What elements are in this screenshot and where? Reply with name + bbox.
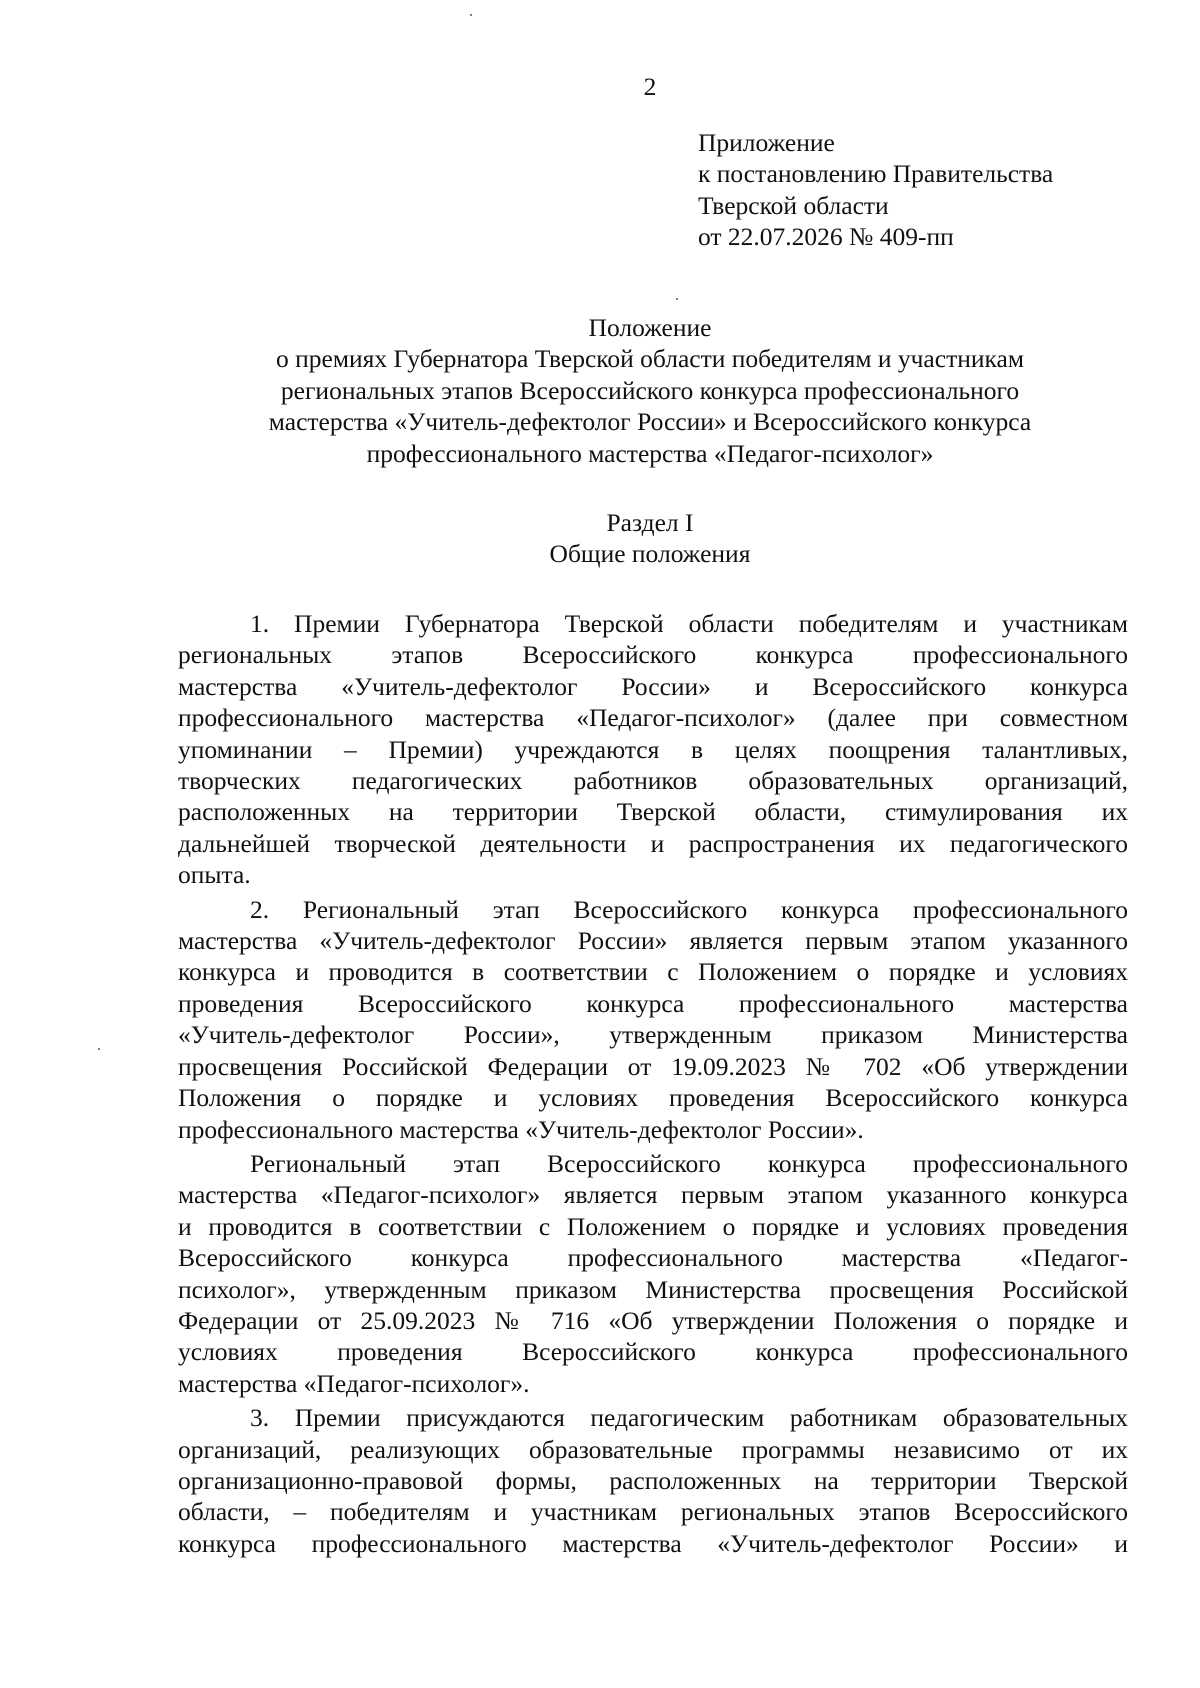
paragraph-line: региональных этапов Всероссийского конкурса профессионального bbox=[178, 640, 1128, 670]
body-text bbox=[178, 608, 1128, 1559]
appendix-line: Приложение bbox=[698, 128, 835, 157]
scan-speck bbox=[470, 14, 472, 16]
page-number: 2 bbox=[643, 72, 657, 101]
paragraph-line: Региональный этап Всероссийского конкурса профессионального bbox=[250, 1148, 1128, 1178]
title-line: профессионального мастерства «Педагог-психолог» bbox=[366, 438, 934, 468]
appendix-line: к постановлению Правительства bbox=[698, 159, 1054, 189]
paragraph-line: конкурса и проводится в соответствии с Положением о порядке и условиях bbox=[178, 957, 1128, 987]
paragraph-line: упоминании – Премии) учреждаются в целях поощрения талантливых, bbox=[178, 734, 1128, 764]
paragraph-line: Федерации от 25.09.2023 № 716 «Об утверждении Положения о порядке и bbox=[178, 1305, 1128, 1335]
paragraph-line: мастерства «Учитель-дефектолог России» и Всероссийского конкурса bbox=[178, 671, 1128, 701]
paragraph bbox=[178, 1148, 1128, 1399]
paragraph-line: просвещения Российской Федерации от 19.09.2023 № 702 «Об утверждении bbox=[178, 1051, 1128, 1081]
title-line: региональных этапов Всероссийского конкурса профессионального bbox=[280, 375, 1020, 405]
paragraph-line: проведения Всероссийского конкурса профессионального мастерства bbox=[178, 988, 1128, 1018]
paragraph-line: Положения о порядке и условиях проведения Всероссийского конкурса bbox=[178, 1083, 1128, 1113]
paragraph-line: организационно-правовой формы, расположенных на территории Тверской bbox=[178, 1465, 1128, 1495]
title-line: Положение bbox=[588, 313, 712, 342]
paragraph-line: мастерства «Учитель-дефектолог России» является первым этапом указанного bbox=[178, 926, 1128, 956]
paragraph-line: Всероссийского конкурса профессионального мастерства «Педагог- bbox=[178, 1243, 1128, 1273]
paragraph-line: области, – победителям и участникам региональных этапов Всероссийского bbox=[178, 1497, 1128, 1527]
paragraph-line: мастерства «Педагог-психолог». bbox=[178, 1368, 530, 1398]
title-line: мастерства «Учитель-дефектолог России» и Всероссийского конкурса bbox=[268, 407, 1032, 437]
section-name: Общие положения bbox=[549, 539, 751, 569]
paragraph-line: дальнейшей творческой деятельности и распространения их педагогического bbox=[178, 828, 1128, 858]
scan-speck bbox=[98, 1048, 100, 1050]
paragraph bbox=[178, 608, 1128, 891]
appendix-line: от 22.07.2026 № 409-пп bbox=[698, 222, 954, 252]
paragraph-line: конкурса профессионального мастерства «Учитель-дефектолог России» и bbox=[178, 1528, 1128, 1558]
paragraph bbox=[178, 1402, 1128, 1559]
appendix-block bbox=[698, 127, 1178, 253]
appendix-line: Тверской области bbox=[698, 190, 889, 220]
section-number: Раздел I bbox=[606, 508, 694, 537]
paragraph-line: опыта. bbox=[178, 860, 251, 890]
paragraph-line: 3. Премии присуждаются педагогическим работникам образовательных bbox=[250, 1403, 1128, 1433]
paragraph-line: 2. Региональный этап Всероссийского конкурса профессионального bbox=[250, 894, 1128, 924]
paragraph-line: расположенных на территории Тверской области, стимулирования их bbox=[178, 797, 1128, 827]
paragraph-line: и проводится в соответствии с Положением о порядке и условиях проведения bbox=[178, 1211, 1128, 1241]
paragraph-line: 1. Премии Губернатора Тверской области победителям и участникам bbox=[250, 609, 1128, 638]
paragraph-line: мастерства «Педагог-психолог» является первым этапом указанного конкурса bbox=[178, 1180, 1128, 1210]
paragraph-line: профессионального мастерства «Педагог-психолог» (далее при совместном bbox=[178, 703, 1128, 733]
paragraph-line: творческих педагогических работников образовательных организаций, bbox=[178, 766, 1128, 796]
paragraph-line: «Учитель-дефектолог России», утвержденным приказом Министерства bbox=[178, 1020, 1128, 1050]
paragraph-line: организаций, реализующих образовательные программы независимо от их bbox=[178, 1434, 1128, 1464]
paragraph-line: психолог», утвержденным приказом Министерства просвещения Российской bbox=[178, 1274, 1128, 1304]
section-heading bbox=[160, 507, 1140, 570]
paragraph-line: условиях проведения Всероссийского конкурса профессионального bbox=[178, 1337, 1128, 1367]
title-line: о премиях Губернатора Тверской области победителям и участникам bbox=[276, 344, 1024, 374]
document-title bbox=[160, 312, 1140, 469]
paragraph-line: профессионального мастерства «Учитель-дефектолог России». bbox=[178, 1114, 864, 1144]
scan-speck bbox=[676, 298, 678, 300]
paragraph bbox=[178, 894, 1128, 1145]
